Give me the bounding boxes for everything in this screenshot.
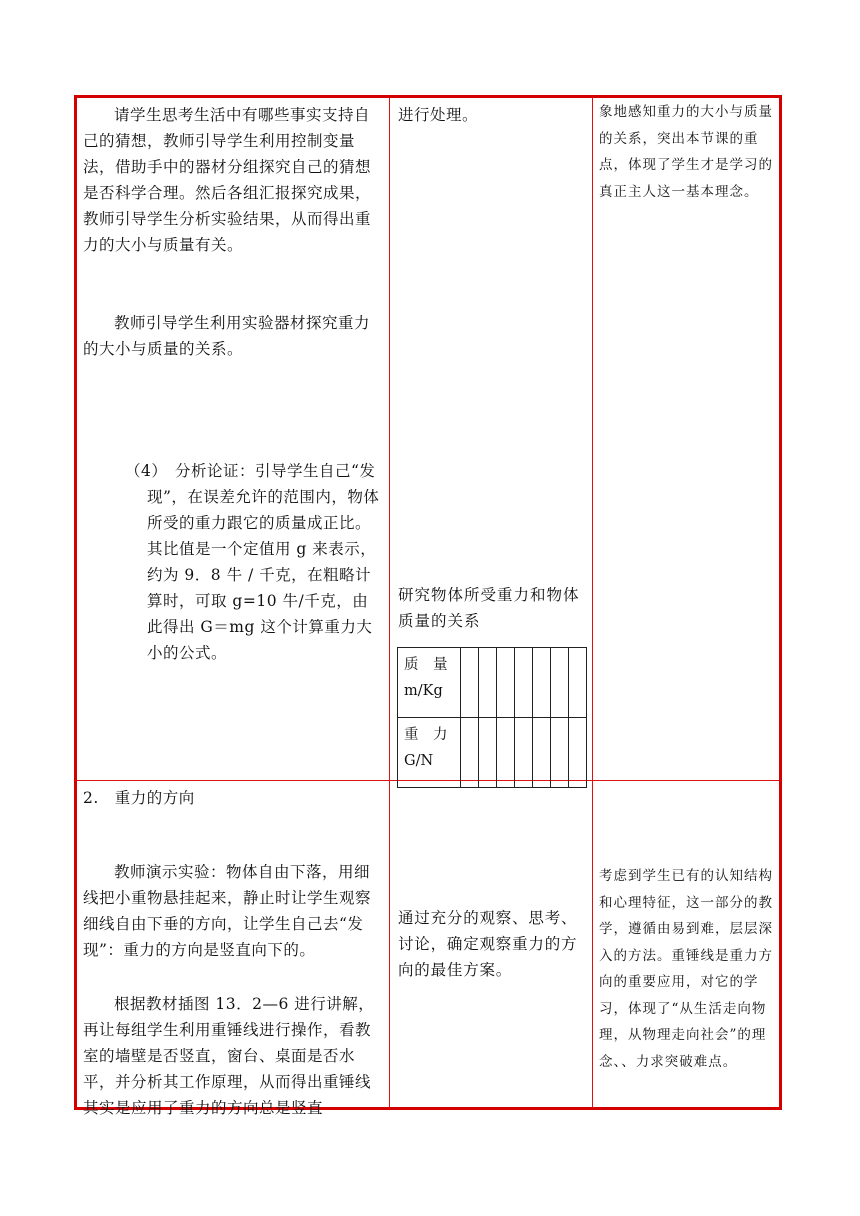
table-cell [551, 648, 569, 718]
student-activity-text: 通过充分的观察、思考、讨论，确定观察重力的方向的最佳方案。 [398, 909, 578, 979]
table-cell [461, 718, 479, 788]
teacher-activity-paragraph: 教师引导学生利用实验器材探究重力的大小与质量的关系。 [83, 314, 371, 358]
table-cell [533, 648, 551, 718]
student-activity-cell [390, 781, 593, 1109]
section-heading: 2. 重力的方向 [83, 789, 195, 807]
lesson-plan-table [74, 95, 782, 1117]
analysis-paragraph: 分析论证：引导学生自己“发现”，在误差允许的范围内，物体所受的重力跟它的质量成正比。其比值是一个定值用 g 来表示，约为 9．8 牛 / 千克，在粗略计算时，可取 g=10 牛/千克，由此得出 G＝mg 这个计算重力大小的公式。 [147, 462, 380, 662]
mass-gravity-table [397, 647, 587, 788]
table-cell [461, 648, 479, 718]
table-cell [515, 648, 533, 718]
table-cell [497, 718, 515, 788]
research-caption: 研究物体所受重力和物体质量的关系 [398, 586, 580, 630]
teacher-activity-paragraph: 根据教材插图 13．2—6 进行讲解，再让每组学生利用重锤线进行操作，看教室的墙壁是否竖直，窗台、桌面是否水平，并分析其工作原理，从而得出重锤线其实是应用了重力的方向总是竖直 [83, 995, 375, 1117]
student-activity-text: 进行处理。 [398, 106, 479, 124]
design-intent-text: 考虑到学生已有的认知结构和心理特征，这一部分的教学，遵循由易到难，层层深入的方法。重锤线是重力方向的重要应用，对它的学习，体现了“从生活走向物理，从物理走向社会”的理念、、力求突破难点。 [599, 868, 773, 1070]
table-cell [479, 718, 497, 788]
teacher-activity-paragraph: 教师演示实验：物体自由下落，用细线把小重物悬挂起来，静止时让学生观察细线自由下垂的方向，让学生自己去“发现”：重力的方向是竖直向下的。 [83, 863, 372, 959]
table-cell [497, 648, 515, 718]
mass-row-label: 质 量 m/Kg [398, 648, 461, 718]
teacher-activity-cell [76, 97, 390, 781]
list-number: （4） [125, 462, 168, 480]
table-cell [533, 718, 551, 788]
table-cell [515, 718, 533, 788]
table-row [76, 97, 781, 781]
table-row [398, 648, 587, 718]
table-cell [569, 718, 587, 788]
student-activity-cell [390, 97, 593, 781]
table-cell [569, 648, 587, 718]
table-row [398, 718, 587, 788]
gravity-row-label: 重 力 G/N [398, 718, 461, 788]
table-cell [551, 718, 569, 788]
design-intent-text: 象地感知重力的大小与质量的关系，突出本节课的重点，体现了学生才是学习的真正主人这一基本理念。 [599, 104, 773, 200]
design-intent-cell [593, 781, 781, 1109]
table-row [76, 781, 781, 1109]
table-cell [479, 648, 497, 718]
design-intent-cell [593, 97, 781, 781]
teacher-activity-cell [76, 781, 390, 1117]
teacher-activity-paragraph: 请学生思考生活中有哪些事实支持自己的猜想，教师引导学生利用控制变量法，借助手中的器材分组探究自己的猜想是否科学合理。然后各组汇报探究成果，教师引导学生分析实验结果，从而得出重力的大小与质量有关。 [83, 106, 372, 254]
